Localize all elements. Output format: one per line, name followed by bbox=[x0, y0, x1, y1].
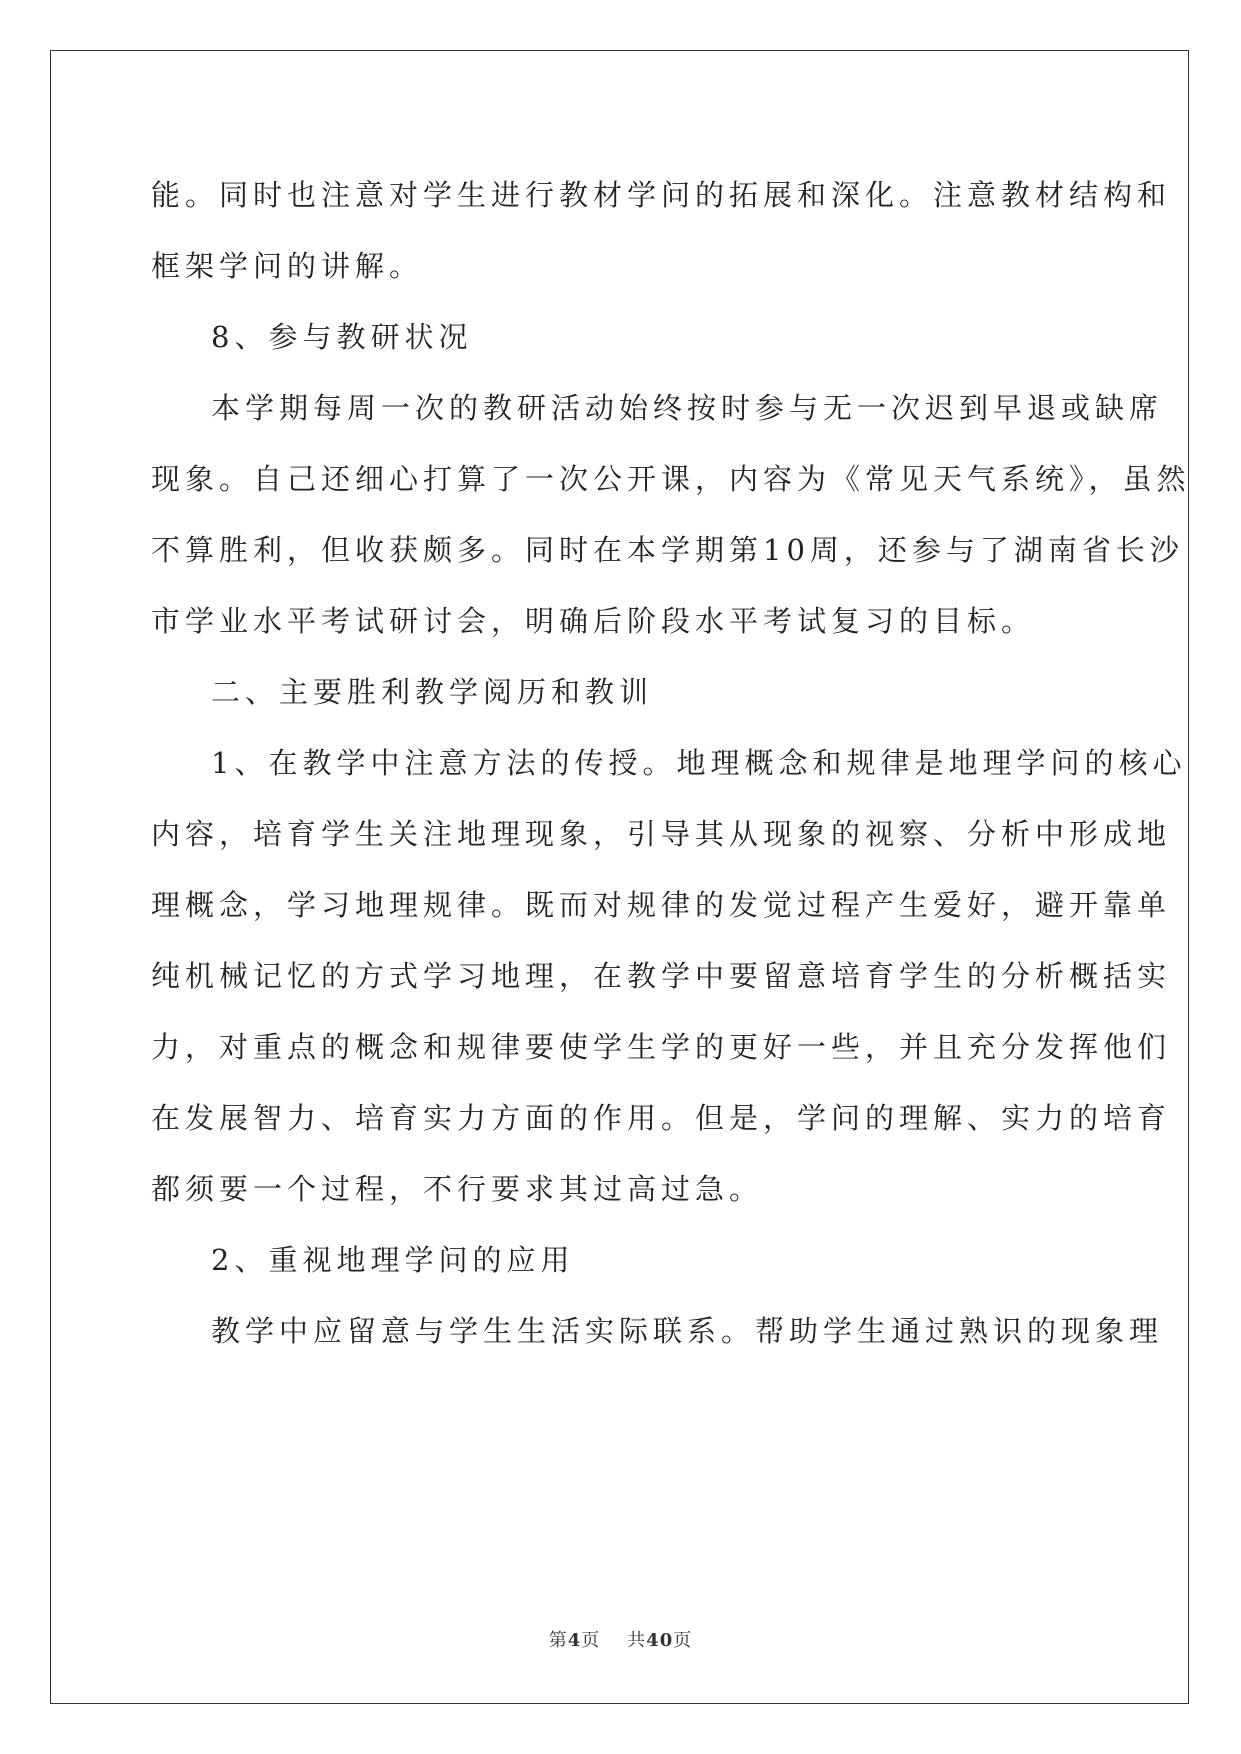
text-line-2: 框架学问的讲解。 bbox=[151, 249, 424, 283]
text-line-15: 都须要一个过程，不行要求其过高过急。 bbox=[151, 1172, 764, 1206]
text-line-11: 理概念，学习地理规律。既而对规律的发觉过程产生爱好，避开靠单 bbox=[151, 888, 1172, 922]
text-line-13: 力，对重点的概念和规律要使学生学的更好一些，并且充分发挥他们 bbox=[151, 1030, 1172, 1064]
page-footer bbox=[0, 1626, 1241, 1652]
text-line-4: 本学期每周一次的教研活动始终按时参与无一次迟到早退或缺席 bbox=[211, 391, 1164, 425]
page-suffix: 页 bbox=[581, 1630, 601, 1651]
document-body bbox=[151, 160, 1191, 1367]
text-line-9: 1、在教学中注意方法的传授。地理概念和规律是地理学问的核心 bbox=[211, 746, 1187, 780]
total-suffix: 页 bbox=[673, 1630, 693, 1651]
page-number: 4 bbox=[567, 1630, 582, 1651]
total-pages: 40 bbox=[646, 1630, 674, 1651]
text-line-7: 市学业水平考试研讨会，明确后阶段水平考试复习的目标。 bbox=[151, 604, 1036, 638]
text-line-14: 在发展智力、培育实力方面的作用。但是，学问的理解、实力的培育 bbox=[151, 1101, 1172, 1135]
text-line-10: 内容，培育学生关注地理现象，引导其从现象的视察、分析中形成地 bbox=[151, 817, 1172, 851]
section-heading-2: 二、主要胜利教学阅历和教训 bbox=[211, 675, 654, 709]
text-line-6: 不算胜利，但收获颇多。同时在本学期第10周，还参与了湖南省长沙 bbox=[151, 533, 1184, 567]
text-line-5: 现象。自己还细心打算了一次公开课，内容为《常见天气系统》，虽然 bbox=[151, 462, 1191, 496]
section-heading-8: 8、参与教研状况 bbox=[211, 320, 473, 354]
text-line-12: 纯机械记忆的方式学习地理，在教学中要留意培育学生的分析概括实 bbox=[151, 959, 1172, 993]
total-prefix: 共 bbox=[627, 1630, 647, 1651]
section-heading-item-2: 2、重视地理学问的应用 bbox=[211, 1243, 575, 1277]
text-line-1: 能。同时也注意对学生进行教材学问的拓展和深化。注意教材结构和 bbox=[151, 178, 1172, 212]
page-prefix: 第 bbox=[548, 1630, 568, 1651]
text-line-17: 教学中应留意与学生生活实际联系。帮助学生通过熟识的现象理 bbox=[211, 1314, 1164, 1348]
